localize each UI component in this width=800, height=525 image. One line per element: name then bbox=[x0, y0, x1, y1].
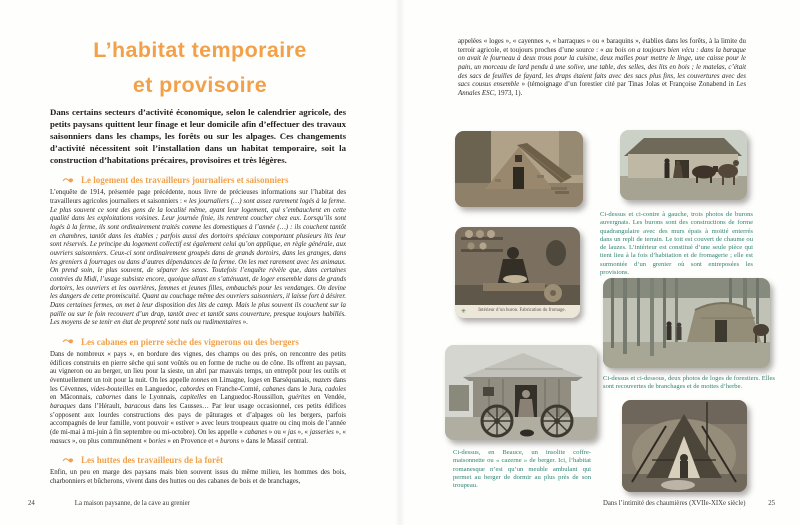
forest-loge-image bbox=[603, 278, 770, 368]
left-footer bbox=[28, 500, 190, 507]
aframe-hut-image bbox=[622, 400, 747, 492]
section-heading-text: Le logement des travailleurs journaliers et saisonniers bbox=[81, 175, 289, 186]
right-footer-text: Dans l’intimité des chaumières (XVIIe-XIXe siècle) bbox=[603, 500, 746, 507]
left-text-column bbox=[50, 106, 346, 487]
photo-shepherd-wagon-hut bbox=[445, 345, 597, 440]
chapter-title-line1: L’habitat temporaire bbox=[93, 38, 307, 62]
buron-cattle-image bbox=[620, 130, 747, 200]
section-ornament-icon bbox=[62, 456, 74, 465]
photo-buron-cattle bbox=[620, 130, 747, 200]
section-heading-journaliers bbox=[62, 175, 346, 185]
shepherd-wagon-hut-image bbox=[445, 345, 597, 440]
left-page-number: 24 bbox=[28, 500, 35, 507]
photo-internal-caption-strip bbox=[455, 305, 580, 318]
chapter-title-line2: et provisoire bbox=[132, 73, 268, 97]
page-right bbox=[400, 0, 800, 525]
section-heading-text: Les huttes des travailleurs de la forêt bbox=[81, 455, 223, 466]
caption-cazerne: Ci-dessus, en Beauce, un insolite coffre-maisonnette ou « cazerne » de berger. Ici, l’habitat romanesque n’est qu’un meuble ambulant qui permet au berger de dormir au plus près de son troupeau. bbox=[453, 449, 591, 490]
section-heading-cabanes bbox=[62, 337, 346, 347]
buron-exterior-image bbox=[455, 131, 583, 207]
left-footer-text: La maison paysanne, de la cave au grenier bbox=[74, 500, 190, 507]
caption-burons: Ci-dessus et ci-contre à gauche, trois photos de burons auvergnats. Les burons sont des constructions de forme quadrangulaire avec des murs épais à moitié enterrés dans un repli de terrain. Le toit est couvert de chaume ou de lauzes. L’intérieur est constitué d’une seule pièce qui tient lieu à la fois d’habitation et de fromagerie ; elle est surmontée d’un grenier où sont entreposées les provisions. bbox=[600, 211, 753, 277]
stamp-icon: ✳ bbox=[461, 308, 467, 315]
photo-buron-exterior bbox=[455, 131, 583, 207]
caption-loges: Ci-dessus et ci-dessous, deux photos de loges de forestiers. Elles sont recouvertes de branchages et de mottes d’herbe. bbox=[603, 375, 775, 391]
photo-strip-text: Intérieur d’un buron. Fabrication du fromage. bbox=[478, 308, 566, 314]
right-footer bbox=[603, 500, 775, 507]
paragraph-huttes: Enfin, un peu en marge des paysans mais bien souvent issus du même milieu, les hommes des bois, charbonniers et bûcherons, vivent dans des huttes ou des cabanes de bois et de branchages, bbox=[50, 469, 346, 485]
paragraph-cabanes: Dans de nombreux « pays », en bordure des vignes, des champs ou des prés, on rencontre des petits édifices construits en pierre sèche qui sont voûtés ou en forme de ruche ou de cône. Ils offrent au paysan, au vigneron ou au berger, un lieu pour la sieste, un abri par mauvais temps, un entrepôt pour les outils et éventuellement un toit pour la nuit. On les appelle tonnes en Limagne, loges en Barséquanais, mazets dans les Cévennes, vides-bouteilles en Languedoc, cabordes en Franche-Comté, cabanes dans le Jura, cadoles en Mâconnais, cabornes dans le Lyonnais, capitelles en Languedoc-Roussillon, guérites en Vendée, baraques dans l’Hérault, baracous dans les Causses… Par leur usage occasionnel, ces petits édifices s’opposent aux lourdes constructions des pays de pâturages et d’alpages où les bergers, parfois accompagnés de leur famille, vont pouvoir « estiver » avec leurs troupeaux quatre ou cinq mois de l’année (de mi-mai à mi-juin à fin septembre ou mi-octobre). On les appelle « cabanes » ou « jas », « jasseries », « masucs », ou plus communément « bories » en Provence et « burons » dans le Massif central. bbox=[50, 350, 347, 445]
continuation-paragraph: appelées « loges », « cayennes », « barraques » ou « baraquins », établies dans les forêts, à la limite du terroir agricole, et toujours proches d’une source : « au bois on a toujours bien vécu : dans la baraque on avait le fourneau à deux trous pour la cuisine, deux malles pour mettre le linge, une caisse pour le pain, un morceau de lard pendu à une solive, une table, des selles, des lits en bois ; le matelas, c’était des sacs de feuilles de fayard, les draps étaient faits avec des sacs plus fins, les couvertures avec des sacs cousus ensemble » (témoignage d’un forestier cité par Tinas Jolas et Françoise Zonabend in Les Annales ESC, 1973, 1). bbox=[458, 38, 746, 97]
photo-forest-loge bbox=[603, 278, 770, 368]
section-heading-huttes bbox=[62, 455, 346, 465]
right-page-number: 25 bbox=[768, 500, 775, 507]
photo-buron-interior bbox=[455, 227, 580, 318]
photo-aframe-hut bbox=[622, 400, 747, 492]
paragraph-journaliers: L’enquête de 1914, présentée page précédente, nous livre de précieuses informations sur l’habitat des travailleurs agricoles journaliers et saisonniers : « les journaliers (…) sont assez rarement logés à la ferme. Le plus souvent ce sont des gens de la localité même, ayant leur logement, qui s’embauchent en cette qualité dans les exploitations voisines. Leur journée finie, ils rentrent coucher chez eux. Lorsqu’ils sont logés à la ferme, ils sont ordinairement traités comme les domestiques à l’année (…) : ils couchent tantôt en chambres, tantôt dans les étables ; parfois aussi des dortoirs spéciaux comportant plusieurs lits leur sont réservés. Le principe du logement collectif est également celui qu’on applique, en règle générale, aux ouvriers saisonniers. Ceux-ci sont ordinairement groupés dans de grands dortoirs, dans les granges, dans les greniers à fourrages ou dans d’autres dépendances de la ferme. On les met rarement avec les animaux. On prend soin, le plus souvent, de séparer les sexes. Toutefois l’enquête révèle que, dans certaines contrées du Midi, l’usage subsiste encore, quoique allant en s’atténuant, de loger ensemble dans de grands dortoirs, les ouvriers et les ouvrières, femmes et jeunes filles, embauchés pour les vendanges. On devine les dangers de cette promiscuité. Quant au couchage même des ouvriers saisonniers, il laisse fort à désirer. Dans certaines fermes, on met à leur disposition des lits de camp. Mais le plus souvent ils couchent sur la paille ou sur le foin recouvert d’un drap, tantôt avec et tantôt sans couverture, presque toujours habillés. Les moyens de se tenir en état de propreté sont nuls ou rudimentaires ». bbox=[50, 189, 346, 327]
section-ornament-icon bbox=[62, 176, 74, 185]
buron-interior-image bbox=[455, 227, 580, 305]
intro-paragraph: Dans certains secteurs d’activité économique, selon le calendrier agricole, des petits paysans quittent leur finage et leur domicile afin d’effectuer des travaux saisonniers dans les champs, les forêts ou sur les alpages. Ces changements d’activité nécessitent soit l’installation dans un habitat temporaire, soit la construction d’habitations précaires, provisoires et très légères. bbox=[50, 107, 346, 166]
chapter-title bbox=[0, 33, 400, 103]
section-ornament-icon bbox=[62, 337, 74, 346]
section-heading-text: Les cabanes en pierre sèche des vignerons ou des bergers bbox=[81, 336, 299, 347]
